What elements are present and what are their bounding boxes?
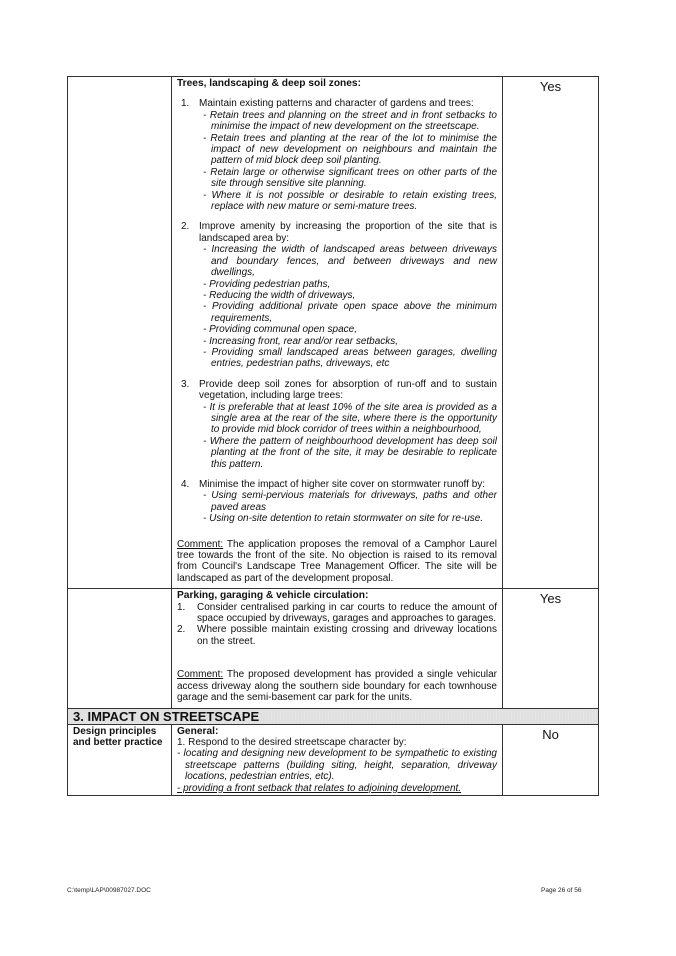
sub-item-list xyxy=(199,244,497,369)
sub-item: - Increasing the width of landscaped areas between driveways and boundary fences, and between driveways and new dwellings, xyxy=(203,244,497,279)
table-row-parking xyxy=(68,589,599,708)
section-header-cell xyxy=(68,708,599,724)
trees-item-list xyxy=(177,98,497,524)
sub-item: - Retain trees and planting at the rear of the lot to minimise the impact of new development on neighbours and maintain the pattern of mid block deep soil planting. xyxy=(203,132,497,167)
design-principles-label: Design principles and better practice xyxy=(73,725,163,748)
sub-item: - Providing communal open space, xyxy=(203,324,357,336)
list-item xyxy=(177,624,497,647)
parking-result: Yes xyxy=(539,591,562,607)
table-row-trees xyxy=(68,77,599,589)
footer-file-path: C:\temp\LAP\00987027.DOC xyxy=(67,887,151,894)
trees-comment xyxy=(177,539,497,585)
item-number: 1. xyxy=(177,601,186,613)
comment-text: The proposed development has provided a single vehicular access driveway along the southern side boundary for each townhouse garage and the semi-basement car park for the units. xyxy=(177,669,497,704)
parking-heading: Parking, garaging & vehicle circulation: xyxy=(177,590,369,602)
sub-item: - Providing additional private open space above the minimum requirements, xyxy=(203,301,497,324)
sub-item: - Using semi-pervious materials for driveways, paths and other paved areas xyxy=(203,490,497,513)
trees-content-cell xyxy=(172,77,503,589)
item-text: Minimise the impact of higher site cover on stormwater runoff by: xyxy=(199,479,486,490)
parking-result-cell xyxy=(503,589,599,708)
list-item xyxy=(177,379,497,470)
item-number: 2. xyxy=(177,624,186,636)
trees-heading: Trees, landscaping & deep soil zones: xyxy=(177,78,361,89)
item-body xyxy=(197,602,497,625)
item-body xyxy=(199,98,497,212)
item-text: Provide deep soil zones for absorption of run-off and to sustain vegetation, including large trees: xyxy=(199,378,497,402)
sub-item: - Where it is not possible or desirable to retain existing trees, replace with new mature or semi-mature trees. xyxy=(203,189,497,213)
sub-item: - It is preferable that at least 10% of the site area is provided as a single area at the rear of the site, where there is the opportunity to provide mid block corridor of trees within a neighbourhood, xyxy=(203,401,497,436)
parking-content-cell xyxy=(172,589,503,708)
streetscape-subitem: - providing a front setback that relates to adjoining development. xyxy=(177,782,462,794)
streetscape-subitems xyxy=(173,748,497,794)
list-item xyxy=(177,479,497,525)
sub-item-list xyxy=(199,110,497,213)
list-item xyxy=(177,221,497,369)
item-body xyxy=(199,221,497,369)
comment-text: The application proposes the removal of a Camphor Laurel tree towards the front of the site. No objection is raised to its removal from Council's Landscape Tree Management Officer. The site will be landscaped as part of the development proposal. xyxy=(177,538,497,584)
list-item xyxy=(177,98,497,212)
item-number: 1. xyxy=(181,98,190,110)
sub-item: - Retain trees and planning on the street and in front setbacks to minimise the impact of new development on the streetscape. xyxy=(203,109,497,133)
table-row-streetscape xyxy=(68,724,599,795)
trees-result: Yes xyxy=(539,79,562,94)
assessment-table xyxy=(67,76,599,796)
streetscape-heading: General: xyxy=(177,725,219,737)
comment-label: Comment: xyxy=(177,669,224,681)
item-number: 3. xyxy=(181,378,190,390)
section-title: 3. IMPACT ON STREETSCAPE xyxy=(73,708,260,724)
item-number: 4. xyxy=(181,479,190,490)
streetscape-result-cell xyxy=(503,724,599,795)
design-principles-cell xyxy=(68,724,172,795)
sub-item: - Where the pattern of neighbourhood development has deep soil planting at the front of the site, it may be desirable to replicate this pattern. xyxy=(203,435,497,470)
streetscape-result: No xyxy=(542,726,559,742)
section-header-row xyxy=(68,708,599,724)
item-text: Improve amenity by increasing the proportion of the site that is landscaped area by: xyxy=(199,221,497,244)
item-body xyxy=(197,624,497,647)
item-text: Consider centralised parking in car courts to reduce the amount of space occupied by driveways, garages and approaches to garages. xyxy=(197,601,497,625)
sub-item: - Using on-site detention to retain stormwater on site for re-use. xyxy=(203,513,484,525)
item-text: Maintain existing patterns and character of gardens and trees: xyxy=(199,98,474,110)
streetscape-content-cell xyxy=(172,724,503,795)
sub-item: - Increasing front, rear and/or rear setbacks, xyxy=(203,335,399,347)
comment-label: Comment: xyxy=(177,538,224,550)
list-item xyxy=(177,602,497,625)
sub-item-list xyxy=(199,402,497,470)
sub-item-list xyxy=(199,490,497,524)
empty-label-cell xyxy=(68,77,172,589)
sub-item: - Providing small landscaped areas between garages, dwelling entries, pedestrian paths, driveways, etc xyxy=(203,346,497,370)
parking-item-list xyxy=(177,602,497,648)
sub-item: - Reducing the width of driveways, xyxy=(203,289,356,301)
streetscape-item: 1. Respond to the desired streetscape character by: xyxy=(177,736,407,748)
parking-comment xyxy=(177,669,497,703)
item-body xyxy=(199,379,497,470)
footer-page-number: Page 26 of 56 xyxy=(541,887,582,894)
item-body xyxy=(199,479,497,525)
empty-label-cell xyxy=(68,589,172,708)
trees-result-cell xyxy=(503,77,599,589)
item-number: 2. xyxy=(181,221,190,233)
item-text: Where possible maintain existing crossing and driveway locations on the street. xyxy=(197,624,497,647)
sub-item: - Retain large or otherwise significant trees on other parts of the site through sensitive site planning. xyxy=(203,166,497,190)
sub-item: - Providing pedestrian paths, xyxy=(203,278,331,290)
streetscape-subitem: - locating and designing new development to be sympathetic to existing streetscape patterns (building siting, height, separation, driveway locations, pedestrian entries, etc). xyxy=(177,748,497,783)
